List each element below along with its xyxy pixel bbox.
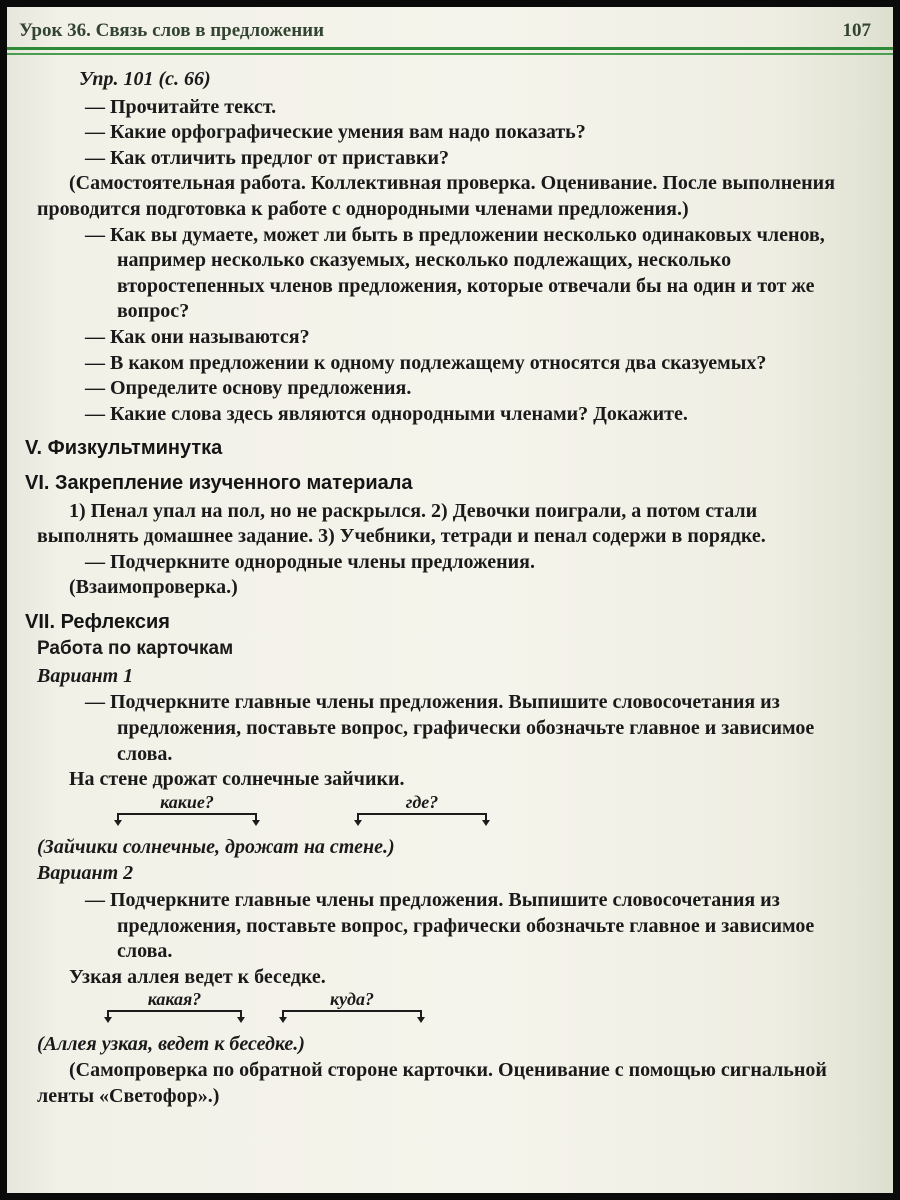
page-number: 107 xyxy=(842,20,871,41)
dialogue-line: — Подчеркните однородные члены предложения. xyxy=(85,550,535,573)
example-sentence: Узкая аллея ведет к беседке. xyxy=(69,965,326,988)
dialogue-line: — Какие орфографические умения вам надо показать? xyxy=(85,121,586,144)
down-arrow-icon xyxy=(117,814,119,822)
dialogue-line: — Как они называются? xyxy=(85,325,310,348)
exercise-title: Упр. 101 (с. 66) xyxy=(79,68,211,90)
dialogue-line: — В каком предложении к одному подлежащему относятся два сказуемых? xyxy=(85,351,767,374)
page-header xyxy=(7,7,893,42)
section-heading-vi: VI. Закрепление изученного материала xyxy=(25,471,413,494)
bracket-line xyxy=(107,1010,242,1022)
down-arrow-icon xyxy=(357,814,359,822)
teacher-note: (Самостоятельная работа. Коллективная проверка. Оценивание. После выполнения проводится подготовка к работе с однородными членами предложения.) xyxy=(37,172,836,220)
variant-1-title: Вариант 1 xyxy=(37,664,134,687)
down-arrow-icon xyxy=(282,1011,284,1019)
header-rule xyxy=(7,47,893,55)
question-label: какие? xyxy=(160,791,214,812)
question-label: какая? xyxy=(147,989,202,1010)
down-arrow-icon xyxy=(240,1011,242,1019)
example-sentence: На стене дрожат солнечные зайчики. xyxy=(69,768,405,791)
task-line: — Подчеркните главные члены предложения. Выпишите словосочетания из предложения, поставьте вопрос, графически обозначьте главное и зависимое слова. xyxy=(85,888,815,963)
question-bracket xyxy=(357,793,487,825)
running-title: Урок 36. Связь слов в предложении xyxy=(19,20,325,41)
subsection-title: Работа по карточкам xyxy=(37,638,234,660)
dialogue-line: — Какие слова здесь являются однородными членами? Докажите. xyxy=(85,402,688,425)
answer-sentence: (Аллея узкая, ведет к беседке.) xyxy=(37,1033,305,1056)
dialogue-line: — Как вы думаете, может ли быть в предложении несколько одинаковых членов, например несколько сказуемых, несколько подлежащих, несколько второстепенных членов предложения, которые отвечали бы на один и тот же вопрос? xyxy=(85,223,825,323)
question-label: куда? xyxy=(330,989,374,1010)
exercise-sentences: 1) Пенал упал на пол, но не раскрылся. 2) Девочки поиграли, а потом стали выполнять домашнее задание. 3) Учебники, тетради и пенал содержи в порядке. xyxy=(37,499,766,548)
section-heading-v: V. Физкультминутка xyxy=(25,437,223,460)
question-bracket xyxy=(282,990,422,1022)
down-arrow-icon xyxy=(107,1011,109,1019)
variant-2-title: Вариант 2 xyxy=(37,862,134,885)
dialogue-line: — Как отличить предлог от приставки? xyxy=(85,146,449,169)
task-line: — Подчеркните главные члены предложения. Выпишите словосочетания из предложения, поставьте вопрос, графически обозначьте главное и зависимое слова. xyxy=(85,691,815,765)
dialogue-line: — Определите основу предложения. xyxy=(85,377,412,400)
bracket-line xyxy=(117,813,257,825)
question-label: где? xyxy=(405,791,439,812)
teacher-note: (Взаимопроверка.) xyxy=(69,576,238,599)
question-bracket xyxy=(117,793,257,825)
bracket-line xyxy=(357,813,487,825)
word-links-diagram-1 xyxy=(37,793,859,835)
dialogue-line: — Прочитайте текст. xyxy=(85,95,277,118)
down-arrow-icon xyxy=(255,814,257,822)
bracket-line xyxy=(282,1010,422,1022)
word-links-diagram-2 xyxy=(37,990,859,1032)
page-content xyxy=(7,55,893,1109)
answer-sentence: (Зайчики солнечные, дрожат на стене.) xyxy=(37,835,395,858)
down-arrow-icon xyxy=(420,1011,422,1019)
section-heading-vii: VII. Рефлексия xyxy=(25,610,170,633)
down-arrow-icon xyxy=(485,814,487,822)
final-note: (Самопроверка по обратной стороне карточки. Оценивание с помощью сигнальной ленты «Светофор».) xyxy=(37,1058,827,1107)
question-bracket xyxy=(107,990,242,1022)
